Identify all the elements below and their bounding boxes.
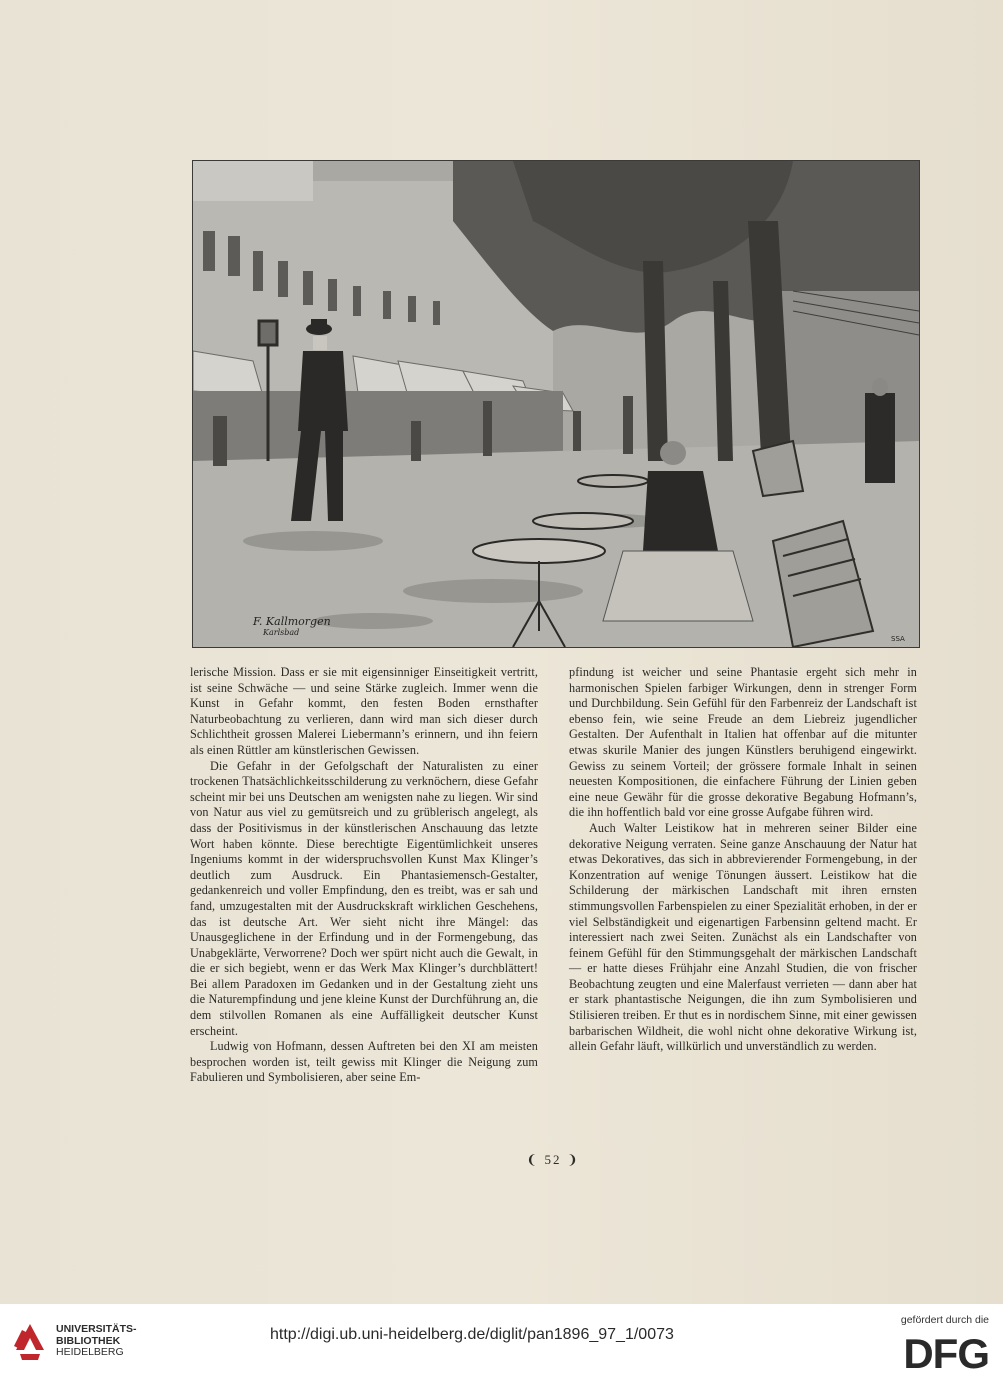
street-scene-illustration — [192, 160, 920, 648]
signature-place: Karlsbad — [263, 628, 300, 637]
university-line3: HEIDELBERG — [56, 1346, 124, 1358]
university-library-name — [56, 1324, 137, 1359]
paragraph: Ludwig von Hofmann, dessen Auftreten bei den XI am meisten besprochen worden ist, teilt gewiss mit Klinger die Neigung zum Fabulieren und Symbolisieren, aber seine Em- — [190, 1039, 538, 1085]
text-column-right — [569, 665, 917, 1055]
viewer-footer — [0, 1304, 1003, 1387]
university-library-logo-icon — [12, 1320, 48, 1362]
page-number: ❨ 52 ❩ — [526, 1152, 580, 1167]
dfg-logo: DFG — [903, 1330, 989, 1377]
signature-name: F. Kallmorgen — [253, 615, 331, 628]
artist-signature — [253, 616, 331, 638]
university-line2: BIBLIOTHEK — [56, 1334, 121, 1347]
funded-by-label: gefördert durch die — [900, 1314, 989, 1326]
text-column-left — [190, 665, 538, 1086]
permalink-url[interactable]: http://digi.ub.uni-heidelberg.de/diglit/pan1896_97_1/0073 — [270, 1326, 674, 1343]
illustration-drawing — [193, 161, 919, 647]
svg-text:SSA: SSA — [891, 635, 905, 643]
paragraph: Auch Walter Leistikow hat in mehreren seiner Bilder eine dekorative Neigung verraten. Seine ganze Anschauung der Natur hat etwas Dekoratives, das sich in abbrevierender Formengebung, in der Konzentration auf wenige Tönungen äussert. Leistikow hat die Schilderung der märkischen Landschaft mit ihren ernsten stimmungsvollen Farbenspielen zu einer Spezialität erhoben, in der er viel Selbständigkeit und eigenartigen Farbensinn geltend macht. Er interessiert nach zwei Seiten. Zunächst als ein Landschafter von feinem Gefühl für den Stimmungsgehalt der märkischen Landschaft — er hatte dieses Frühjahr eine Anzahl Studien, die von frischer Beobachtung zeugten und eine Malerfaust verrieten — dann aber hat er stark phantastische Neigungen, die ihn zum Symbolisieren und Stilisieren treiben. Er thut es in nordischem Sinne, mit einer gewissen barbarischen Wildheit, die wohl nicht ohne dekorative Wirkung ist, allein Gefahr läuft, willkürlich und unverständlich zu werden. — [569, 820, 917, 1054]
paragraph: Die Gefahr in der Gefolgschaft der Naturalisten zu einer trockenen Thatsächlichkeitsschilderung zu verknöchern, diese Gefahr scheint mir bei uns Deutschen am wenigsten nahe zu liegen. Wir sind von Natur aus viel zu gemütsreich und zu grüblerisch angelegt, als dass der Positivismus in der künstlerischen Anschauung das letzte Wort haben könnte. Diese berechtigte Eigentümlichkeit unseres Ingeniums kommt in der widerspruchsvollen Kunst Max Klinger’s deutlich zum Ausdruck. Ein Phantasiemensch-Gestalter, gedankenreich und voller Empfindung, den es treibt, was er sah und fand, umzugestalten mit der Ausdruckskraft wirklichen Geschehens, das ist deutsche Art. Wer sieht nicht ihre Mängel: das Unausgeglichene in der Erfindung und in der Formengebung, das Unabgeklärte, Verworrene? Doch wer spürt nicht auch die Gewalt, in die er sich begiebt, wenn er das Werk Max Klinger’s durchblättert! Bei allem Paradoxen im Gedanken und in der Gestaltung zieht uns die Naturempfindung und jene kleine Kunst der Durchführung an, die dem stilvollen Romanen als eine Auffälligkeit deutscher Kunst erscheint. — [190, 758, 538, 1038]
paragraph: lerische Mission. Dass er sie mit eigensinniger Einseitigkeit vertritt, ist seine Schwäche — und seine Stärke zugleich. Immer wenn die Kunst in Gefahr kommt, den festen Boden ernsthafter Naturbeobachtung zu verlieren, dann wird man sich dieser durch Schlichtheit grossen Malerei Liebermann’s erinnern, und ihn feiern als einen Rüttler am künstlerischen Gewissen. — [190, 665, 538, 757]
paragraph: pfindung ist weicher und seine Phantasie ergeht sich mehr in harmonischen Spielen farbiger Wirkungen, denn in strenger Form und Durchbildung. Sein Gefühl für den Farbenreiz der Landschaft ist ebenso fein, wie seine Freude an dem Liebreiz jugendlicher Gestalten. Der Aufenthalt in Italien hat offenbar auf die mitunter etwas skurile Manier des jungen Künstlers beruhigend eingewirkt. Gewiss zu seinem Vorteil; der grössere formale Inhalt in seinen neuesten Kompositionen, die einfachere Führung der Linien geben eine neue Gewähr für die grosse dekorative Begabung Hofmann’s, die ihn hoffentlich bald vor eine grosse Aufgabe führen wird. — [569, 665, 917, 820]
university-line1: UNIVERSITÄTS- — [56, 1323, 137, 1335]
